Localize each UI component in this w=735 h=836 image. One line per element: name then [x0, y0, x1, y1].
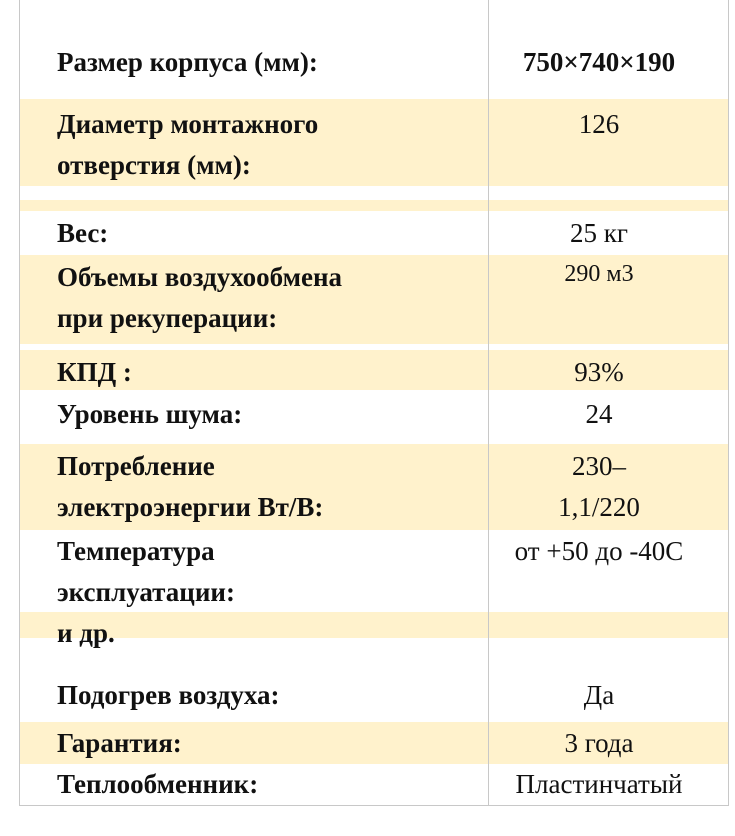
spec-value: 230– 1,1/220	[558, 451, 640, 522]
spec-value: от +50 до -40С	[514, 536, 684, 566]
spec-label: Вес:	[57, 218, 109, 248]
spec-label: Теплообменник:	[57, 769, 259, 799]
spec-value: 93%	[574, 357, 624, 387]
spec-value: 3 года	[564, 728, 634, 758]
spec-label: Температура эксплуатации: и др.	[57, 536, 235, 648]
spec-value: 24	[585, 399, 613, 429]
spec-label: Потребление электроэнергии Вт/В:	[57, 451, 324, 522]
spec-value: 750×740×190	[522, 47, 676, 77]
row-bg	[20, 200, 728, 211]
spec-label: КПД :	[57, 357, 132, 387]
spec-label: Объемы воздухообмена при рекуперации:	[57, 262, 343, 333]
spec-label: Подогрев воздуха:	[57, 680, 280, 710]
spec-value: Да	[583, 680, 615, 710]
spec-value: 290 м3	[564, 261, 634, 287]
spec-table	[19, 0, 729, 806]
spec-value: 126	[578, 109, 620, 139]
spec-value: 25 кг	[570, 218, 628, 248]
spec-label: Размер корпуса (мм):	[57, 47, 318, 77]
spec-value: Пластинчатый	[515, 769, 683, 799]
spec-label: Гарантия:	[57, 728, 182, 758]
spec-label: Уровень шума:	[57, 399, 243, 429]
spec-label: Диаметр монтажного отверстия (мм):	[57, 109, 319, 180]
